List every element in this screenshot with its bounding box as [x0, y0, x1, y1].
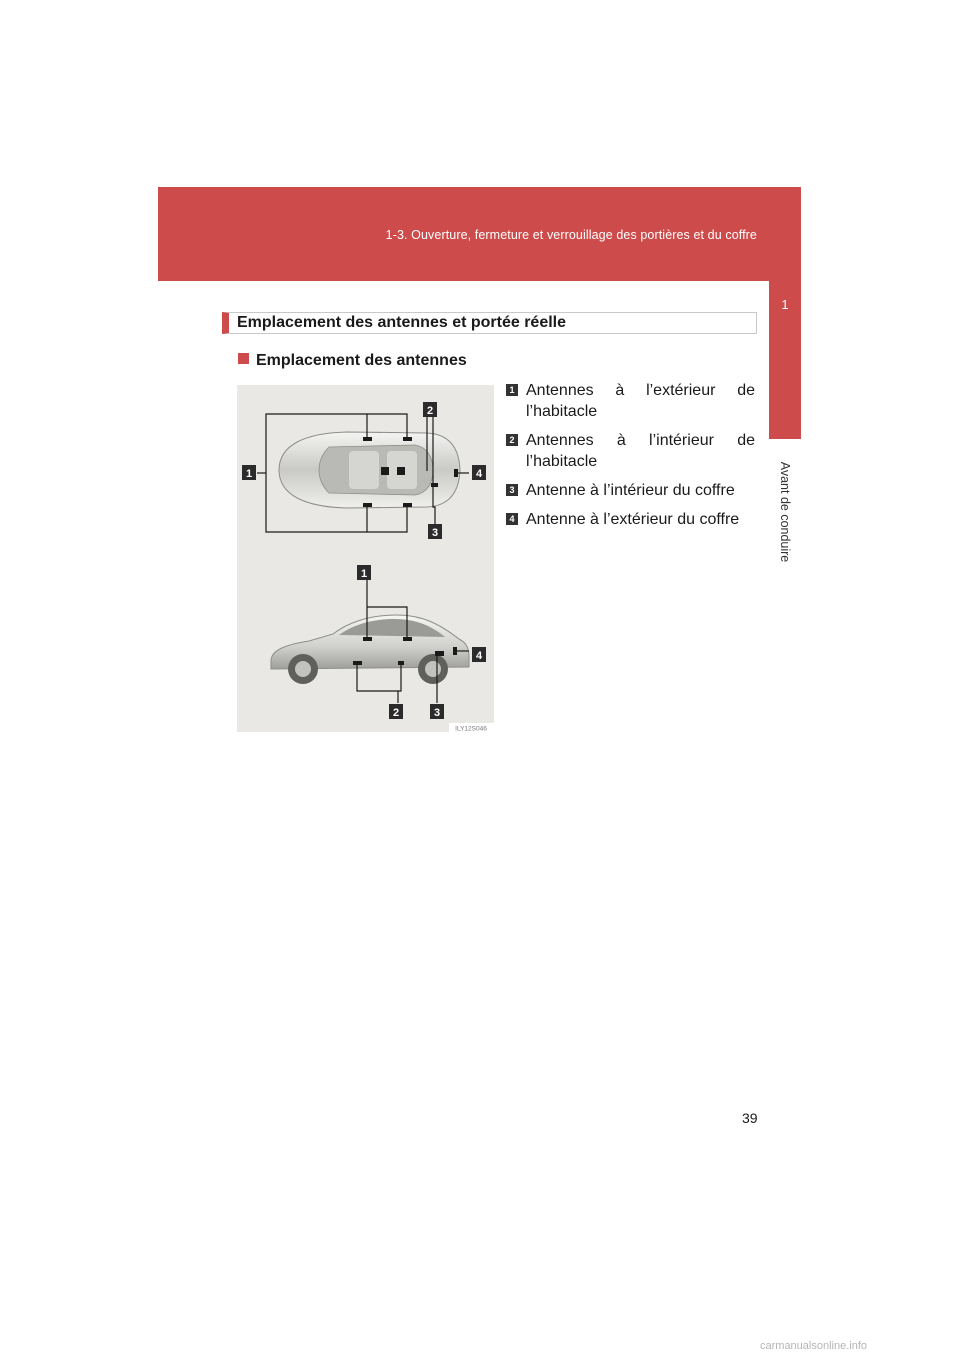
- callout-1-side-label: 1: [360, 568, 368, 580]
- chapter-side-label: [770, 452, 800, 572]
- section-title-box: [222, 312, 757, 334]
- legend-text: Antennes à l’intérieur de l’habitacle: [526, 432, 755, 470]
- figure-code: ILY12S046: [455, 725, 487, 732]
- legend-number: 4: [506, 513, 518, 525]
- callout-4-top-label: 4: [475, 468, 483, 480]
- page-number: 39: [742, 1110, 758, 1126]
- subheading-text: Emplacement des antennes: [256, 352, 467, 369]
- legend-item: [506, 480, 755, 501]
- legend-number: 2: [506, 434, 518, 446]
- chapter-tab-number: 1: [781, 297, 789, 312]
- callout-2-top-label: 2: [426, 405, 434, 417]
- square-bullet-icon: [238, 353, 249, 364]
- callout-1-top: [242, 465, 256, 480]
- legend-text: Antenne à l’intérieur du coffre: [526, 482, 735, 499]
- watermark: carmanualsonline.info: [760, 1340, 868, 1352]
- callout-1-top-label: 1: [245, 468, 253, 480]
- chapter-header: [158, 187, 801, 281]
- callout-3-side: [430, 704, 444, 719]
- antenna-location-figure: [237, 385, 494, 732]
- legend-item: [506, 509, 755, 530]
- antenna-legend: [506, 380, 755, 538]
- subheading: [238, 352, 467, 370]
- callout-4-side-label: 4: [475, 650, 483, 662]
- callout-2-side: [389, 704, 403, 719]
- callout-4-side: [472, 647, 486, 662]
- legend-item: [506, 380, 755, 422]
- callout-3-top-label: 3: [431, 527, 439, 539]
- callout-3-side-label: 3: [433, 707, 441, 719]
- chapter-side-label-text: Avant de conduire: [778, 461, 792, 563]
- car-side-view: [271, 615, 469, 684]
- legend-number: 3: [506, 484, 518, 496]
- callout-3-top: [428, 524, 442, 539]
- legend-text: Antenne à l’extérieur du coffre: [526, 511, 740, 528]
- legend-number: 1: [506, 384, 518, 396]
- callout-1-side: [357, 565, 371, 580]
- chapter-tab: [769, 281, 801, 439]
- callout-4-top: [472, 465, 486, 480]
- legend-text: Antennes à l’extérieur de l’habitacle: [526, 382, 755, 420]
- antenna-diagram: [237, 385, 494, 732]
- callout-2-side-label: 2: [392, 707, 400, 719]
- legend-item: [506, 430, 755, 472]
- callout-2-top: [423, 402, 437, 417]
- section-title: Emplacement des antennes et portée réelle: [237, 314, 567, 331]
- chapter-title: 1-3. Ouverture, fermeture et verrouillage des portières et du coffre: [385, 228, 757, 242]
